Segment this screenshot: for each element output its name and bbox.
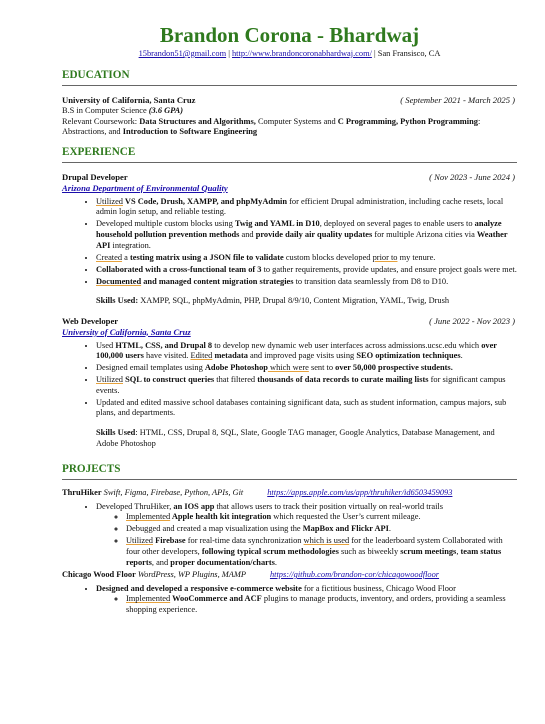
project-stack: WordPress, WP Plugins, MAMP xyxy=(135,570,246,580)
list-item: ◦ Implemented WooCommerce and ACF plugins to manage products, inventory, and orders, providing a seamless shopping experience. xyxy=(126,594,517,615)
job-dates: ( Nov 2023 - June 2024 ) xyxy=(429,171,515,182)
job-title: Drupal Developer xyxy=(62,171,128,182)
list-item: • Collaborated with a cross-functional team of 3 to gather requirements, provide updates, and ensure project goals were met. xyxy=(96,265,517,276)
list-item: • Designed email templates using Adobe Photoshop which were sent to over 50,000 prospective students. xyxy=(96,363,517,374)
project-bullets xyxy=(62,584,517,616)
list-item: • Developed ThruHiker, an IOS app that allows users to track their position virtually on real-world trails ◦ Implemented Apple health kit integration which requested the User’s current mileage. ◦ Debugged and created a map visualization using the MapBox and Flickr API. ◦ Utilized Firebase for real-time data synchronization which is used for the leaderboard system Collaborated with four other developers, following typical scrum methodologies such as biweekly scrum meetings, team status reports, and proper documentation/charts. xyxy=(96,502,517,568)
project-link[interactable]: https://apps.apple.com/us/app/thruhiker/id6503459093 xyxy=(267,488,453,498)
location: San Fransisco, CA xyxy=(377,49,441,58)
job-dates: ( June 2022 - Nov 2023 ) xyxy=(429,315,515,326)
separator: | xyxy=(228,49,230,58)
project-link[interactable]: https://github.com/brandon-cor/chicagowoodfloor xyxy=(269,570,440,580)
section-divider xyxy=(62,85,517,86)
sub-bullets xyxy=(96,512,517,568)
list-item: • Documented and managed content migration strategies to transition data seamlessly from D8 to D10. xyxy=(96,277,517,288)
school-name: University of California, Santa Cruz xyxy=(62,95,196,105)
project-name: Chicago Wood Floor xyxy=(62,570,136,580)
gpa: (3.6 GPA) xyxy=(148,106,184,115)
project-row xyxy=(62,488,517,499)
separator: | xyxy=(374,49,376,58)
project-row xyxy=(62,570,517,581)
degree-line: B.S in Computer Science (3.6 GPA) xyxy=(62,106,184,115)
projects-section xyxy=(62,463,517,615)
job-organization-link[interactable]: Arizona Department of Environmental Quality xyxy=(62,182,228,193)
coursework-line: Relevant Coursework: Data Structures and Algorithms, Computer Systems and C Programming, Python Programming: Abstractions, and Introduction to Software Engineering xyxy=(62,116,481,137)
section-divider xyxy=(62,479,517,480)
list-item: • Designed and developed a responsive e-commerce website for a fictitious business, Chicago Wood Floor ◦ Implemented WooCommerce and ACF plugins to manage products, inventory, and orders, providing a seamless shopping experience. xyxy=(96,584,517,616)
list-item: ◦ Utilized Firebase for real-time data synchronization which is used for the leaderboard system Collaborated with four other developers, following typical scrum methodologies such as biweekly scrum meetings, team status reports, and proper documentation/charts. xyxy=(126,536,517,568)
website-link[interactable]: http://www.brandoncoronabhardwaj.com/ xyxy=(231,49,372,58)
project-stack: Swift, Figma, Firebase, Python, APIs, Git xyxy=(101,488,244,498)
education-section xyxy=(62,69,517,138)
list-item: • Developed multiple custom blocks using Twig and YAML in D10, deployed on several pages to enable users to analyze household pollution prevention methods and provide daily air quality updates for multiple Arizona cities via Weather API integration. xyxy=(96,219,517,251)
job-row xyxy=(62,172,517,183)
job-title: Web Developer xyxy=(62,315,119,326)
skills-used: Skills Used: XAMPP, SQL, phpMyAdmin, PHP, Drupal 8/9/10, Content Migration, YAML, Twig, Drush xyxy=(96,296,450,306)
contact-line xyxy=(62,48,517,59)
education-row xyxy=(62,95,517,106)
list-item: ◦ Debugged and created a map visualization using the MapBox and Flickr API. xyxy=(126,524,517,535)
candidate-name: Brandon Corona - Bhardwaj xyxy=(159,23,420,47)
list-item: • Utilized SQL to construct queries that filtered thousands of data records to curate mailing lists for significant campus events. xyxy=(96,375,517,396)
section-heading-education: EDUCATION xyxy=(62,69,130,81)
sub-bullets xyxy=(96,594,517,615)
list-item: • Updated and edited massive school databases containing significant data, such as student information, campus majors, sub plans, and departments. xyxy=(96,398,517,419)
list-item: • Utilized VS Code, Drush, XAMPP, and phpMyAdmin for efficient Drupal administration, including cache resets, local admin login setup, and reliable testing. xyxy=(96,197,517,218)
job-bullets xyxy=(62,341,517,419)
list-item: • Used HTML, CSS, and Drupal 8 to develop new dynamic web user interfaces across admissions.ucsc.edu which over 100,000 users have visited. Edited metadata and improved page visits using SEO optimization techniques. xyxy=(96,341,517,362)
project-name: ThruHiker xyxy=(62,488,102,498)
project-bullets xyxy=(62,502,517,568)
section-heading-experience: EXPERIENCE xyxy=(62,145,136,158)
section-heading-projects: PROJECTS xyxy=(62,463,121,476)
section-divider xyxy=(62,162,517,163)
experience-section xyxy=(62,146,517,449)
skills-used: Skills Used: HTML, CSS, Drupal 8, SQL, Slate, Google TAG manager, Google Analytics, Database Management, and Adobe Photoshop xyxy=(96,428,495,448)
list-item: • Created a testing matrix using a JSON file to validate custom blocks developed prior to my tenure. xyxy=(96,253,517,264)
education-dates: ( September 2021 - March 2025 ) xyxy=(400,95,515,105)
job-bullets xyxy=(62,197,517,287)
list-item: ◦ Implemented Apple health kit integration which requested the User’s current mileage. xyxy=(126,512,517,523)
job-row xyxy=(62,316,517,327)
email-link[interactable]: 15brandon51@gmail.com xyxy=(138,49,227,58)
resume-page xyxy=(0,23,545,724)
job-organization-link[interactable]: University of California, Santa Cruz xyxy=(62,326,191,337)
